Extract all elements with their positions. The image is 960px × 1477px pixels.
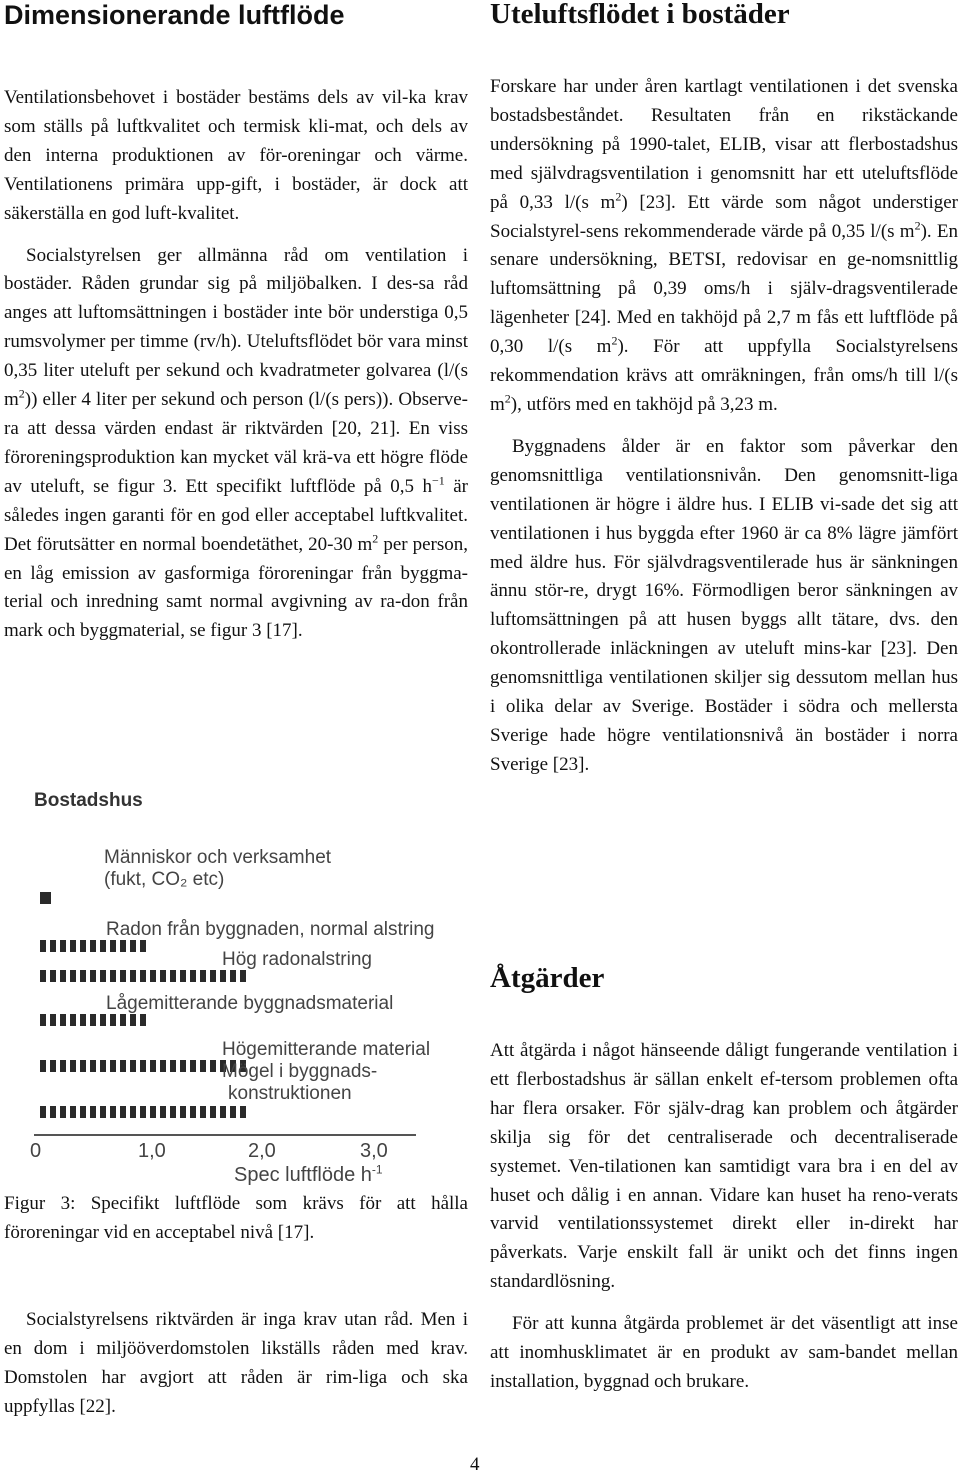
- figure-bar: [40, 1014, 150, 1026]
- axis-title-superscript: -1: [371, 1162, 383, 1177]
- figure-3: [0, 760, 480, 1186]
- figure-row-label: Lågemitterande byggnadsmaterial: [106, 993, 394, 1014]
- left-bottom-column: [4, 1306, 468, 1422]
- heading-atgarder: Åtgärder: [490, 962, 605, 994]
- right-column: [490, 73, 958, 780]
- figure-row-label: konstruktionen: [228, 1083, 352, 1104]
- x-tick-label: 0: [30, 1140, 42, 1162]
- figure-row-label: Mögel i byggnads-: [222, 1061, 378, 1082]
- figure-bar: [40, 1060, 249, 1072]
- figure-bar: [40, 970, 249, 982]
- paragraph: Att åtgärda i något hänseende dåligt fungerande ventilation i ett flerbostadshus är sällan enkelt ef-tersom problemen ofta har flera orsaker. För själv-drag kan problem och åtgärder skilja sig för det centraliserade och decentraliserade systemet. Ven-tilationen kan samtidigt vara bra i en del av huset och dålig i en annan. Vidare kan huset ha reno-verats varvid ventilationssystemet direkt eller in-direkt har påverkats. Varje enskilt fall är unikt och det finns ingen standardlösning.: [490, 1040, 958, 1293]
- figure-row-label: Hög radonalstring: [222, 949, 372, 970]
- superscript: 2: [504, 391, 511, 406]
- figure-title: Bostadshus: [34, 790, 143, 811]
- x-axis-line: [34, 1134, 416, 1136]
- x-tick-label: 2,0: [248, 1140, 276, 1162]
- superscript: 2: [611, 333, 618, 348]
- figure-bar: [40, 940, 150, 952]
- figure-bar: [40, 892, 51, 904]
- superscript: 2: [615, 189, 622, 204]
- text-run: ). För att uppfylla Socialstyrelsens rekommendation krävs att omräkningen, från oms/h till l/(s m: [490, 336, 958, 415]
- superscript: 2: [372, 531, 379, 546]
- heading-dimensionerande-luftflode: Dimensionerande luftflöde: [4, 0, 345, 30]
- text-run: per person, en låg emission av gasformiga föroreningar från byggma-terial och inredning samt normal avgivning av ra-don från mark och byggmaterial, se figur 3 [17].: [4, 533, 468, 642]
- figure-row-label: Radon från byggnaden, normal alstring: [106, 919, 435, 940]
- axis-title-text: Spec luftflöde h: [234, 1164, 372, 1186]
- superscript: 2: [18, 386, 25, 401]
- text-run: Forskare har under åren kartlagt ventilationen i det svenska bostadsbeståndet. Resultaten från en rikstäckande undersökning på 1990-talet, ELIB, visar att flerbostadshus med självdragsventilation i genomsnitt har ett uteluftsflöde på 0,33 l/(s m: [490, 76, 958, 213]
- text-run: )) eller 4 liter per sekund och person (l/(s pers)). Observe-ra att dessa värden endast är riktvärden [20, 21]. En viss föroreningsproduktion kan mycket väl krä-va ett högre flöde av uteluft, se figur 3. Ett specifikt luftflöde på 0,5 h: [4, 389, 468, 497]
- left-column: [4, 84, 468, 646]
- heading-uteluftsflodet: Uteluftsflödet i bostäder: [490, 0, 790, 30]
- actions-column: [490, 1037, 958, 1397]
- figure-bar: [40, 1106, 249, 1118]
- superscript: −1: [432, 473, 445, 488]
- x-tick-label: 3,0: [360, 1140, 388, 1162]
- text-run: ). En senare undersökning, BETSI, redovisar en ge-nomsnittlig luftomsättning på 0,39 oms/h i själv-dragsventilerade lägenheter [24]. Med en takhöjd på 2,7 m fås ett luftflöde på 0,30 l/(s m: [490, 220, 958, 358]
- x-tick-label: 1,0: [138, 1140, 166, 1162]
- paragraph: [490, 73, 958, 420]
- paragraph: För att kunna åtgärda problemet är det väsentligt att inse att inomhusklimatet är en produkt av sam-bandet mellan installation, byggnad och brukare.: [490, 1313, 958, 1392]
- text-run: Socialstyrelsen ger allmänna råd om ventilation i bostäder. Råden grundar sig på miljöbalken. I des-sa råd anges att luftomsättningen i bostäder inte bör understiga 0,5 rumsvolymer per timme (rv/h). Uteluftsflödet bör vara minst 0,35 liter uteluft per sekund och kvadratmeter golvarea (l/(s m: [4, 244, 468, 411]
- text-run: är således ingen garanti för en god eller acceptabel luftkvalitet. Det förutsätter en normal boendetäthet, 20-30 m: [4, 475, 469, 555]
- text-run: ) [23]. Ett värde som något understiger Socialstyrel-sens rekommenderade värde på 0,35 l/(s m: [490, 191, 958, 242]
- paragraph: Ventilationsbehovet i bostäder bestäms dels av vil-ka krav som ställs på luftkvalitet och termisk kli-mat, och dels av den interna produktionen av för-oreningar och värme. Ventilationens primära upp-gift, i bostäder, är dock att säkerställa en god luft-kvalitet.: [4, 87, 468, 224]
- figure-caption: Figur 3: Specifikt luftflöde som krävs för att hålla föroreningar vid en acceptabel nivå [17].: [4, 1193, 468, 1243]
- figure-row-label: Människor och verksamhet: [104, 847, 332, 868]
- figure-row-label: Högemitterande material: [222, 1039, 431, 1060]
- figure-row-label: (fukt, CO₂ etc): [104, 869, 225, 890]
- superscript: 2: [914, 218, 921, 233]
- paragraph: Byggnadens ålder är en faktor som påverkar den genomsnittliga ventilationsnivån. Den genomsnitt-liga ventilationen är högre i äldre hus. I ELIB vi-sade det sig att ventilationen i hus byggda efter 1960 är ca 8% lägre jämfört med äldre hus. För självdragsventilerade hus är sänkningen ännu stör-re, drygt 16%. Förmodligen beror sänkningen av luftomsättningen på att husen byggs allt tätare, dvs. den okontrollerade inläckningen av uteluft mins-kar [23]. Den genomsnittliga ventilationen skiljer sig dessutom mellan hus i olika delar av Sverige. Bostäder i södra och mellersta Sverige hade högre ventilationsnivå än bostäder i norra Sverige [23].: [490, 435, 958, 775]
- page-number: 4: [470, 1454, 480, 1475]
- paragraph: Socialstyrelsens riktvärden är inga krav utan råd. Men i en dom i miljööverdomstolen likställs råden med krav. Domstolen har avgjort att råden är rim-liga och ska uppfyllas [22].: [4, 1309, 468, 1417]
- paragraph: [4, 242, 468, 647]
- x-axis-title: [234, 1164, 383, 1187]
- text-run: ), utförs med en takhöjd på 3,23 m.: [510, 393, 778, 415]
